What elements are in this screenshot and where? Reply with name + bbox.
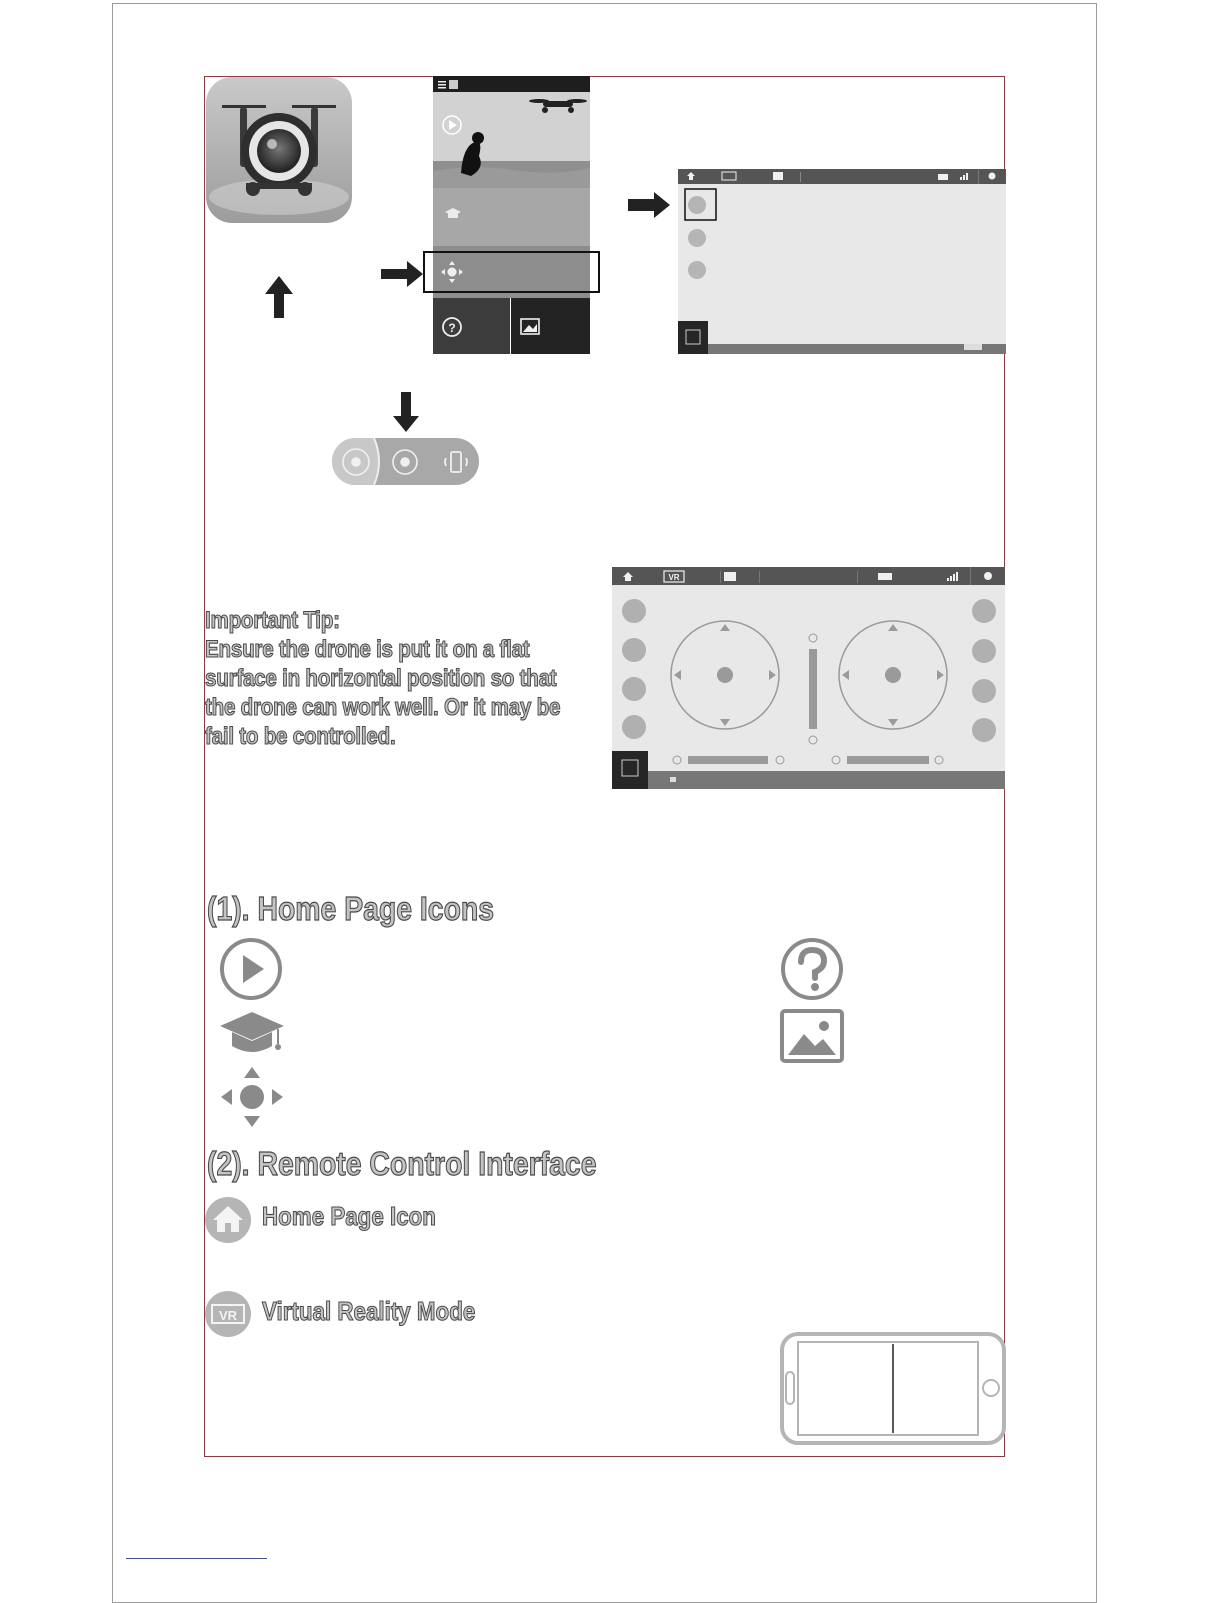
home-screen-preview — [433, 76, 591, 354]
arrow-up-icon — [265, 276, 293, 318]
control-screen-preview-small — [628, 168, 1008, 354]
section-heading-home-icons: (1). Home Page Icons — [207, 890, 495, 927]
arrow-right-icon — [381, 261, 423, 287]
help-icon — [779, 936, 845, 1002]
control-mode-toggle[interactable] — [332, 438, 480, 486]
play-icon — [218, 936, 284, 1002]
drone-camera-app-icon[interactable] — [206, 77, 352, 223]
important-tip — [205, 606, 583, 751]
direction-pad-icon — [218, 1064, 286, 1130]
legend-home-page-icon: Home Page Icon — [262, 1201, 436, 1231]
gallery-icon — [779, 1008, 845, 1064]
phone-split-icon — [780, 1332, 1006, 1445]
menu-icon[interactable] — [438, 81, 446, 89]
home-icon — [204, 1196, 252, 1244]
graduation-cap-icon — [218, 1008, 286, 1058]
section-heading-remote-control: (2). Remote Control Interface — [207, 1145, 597, 1182]
vr-icon — [204, 1290, 252, 1338]
legend-virtual-reality-mode: Virtual Reality Mode — [262, 1296, 476, 1326]
svg-text:VR: VR — [218, 1308, 238, 1323]
selection-highlight-box — [423, 251, 600, 293]
tip-body: Ensure the drone is put it on a flat surface in horizontal position so that the drone can work well. Or it may be fail to be controlled. — [205, 636, 561, 750]
svg-text:VR: VR — [668, 573, 680, 582]
arrow-down-icon — [393, 392, 419, 432]
remote-control-screen-preview — [612, 567, 1006, 789]
footer-link-line — [126, 1558, 267, 1559]
svg-text:?: ? — [448, 321, 456, 335]
tip-title: Important Tip: — [205, 607, 340, 634]
